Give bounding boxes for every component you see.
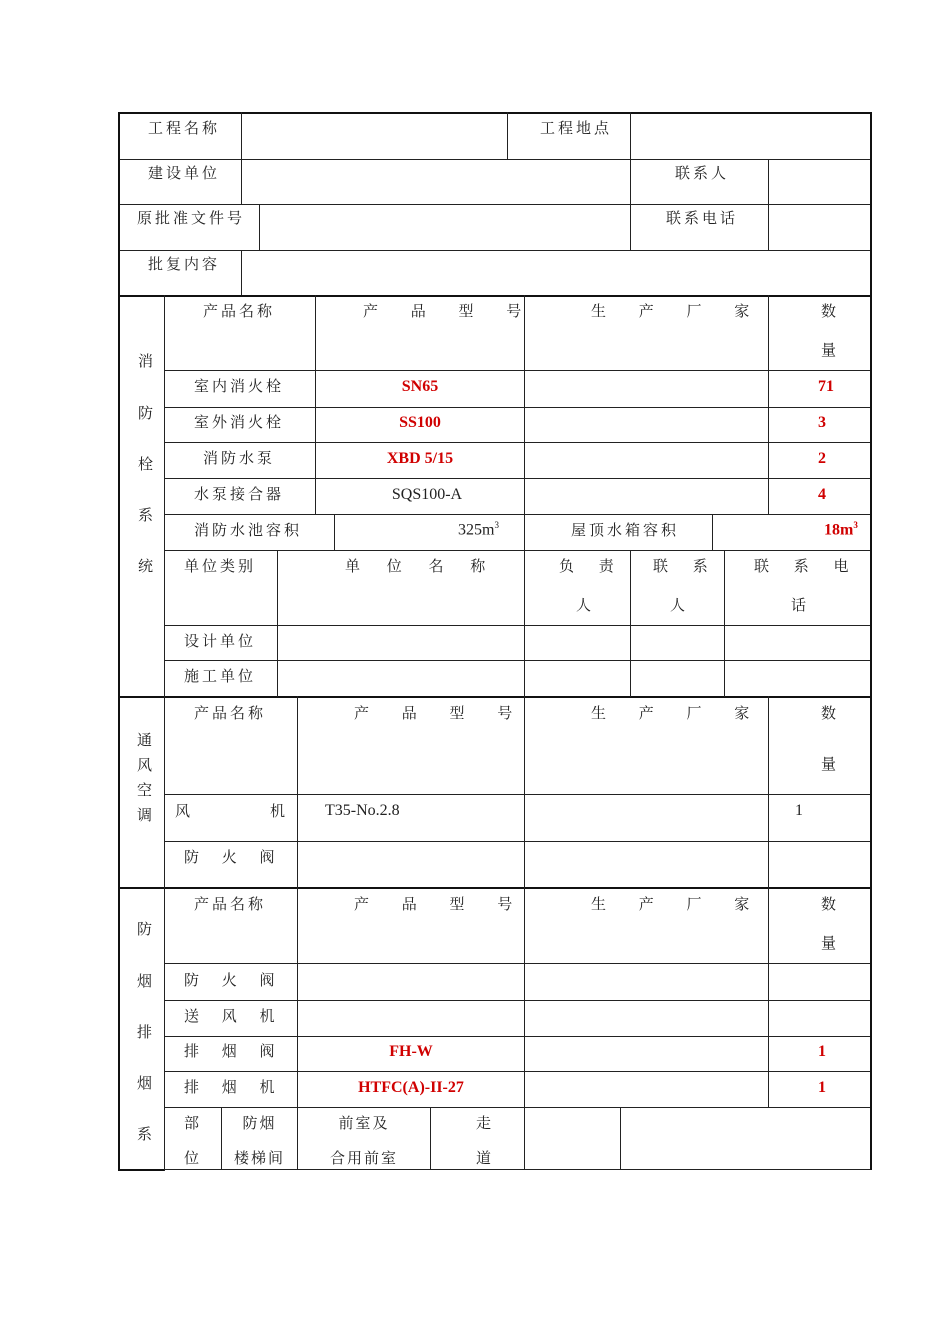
fan-qty: 1 xyxy=(795,802,803,819)
smoke-section-char: 烟 xyxy=(137,1074,153,1092)
smoke-head-qty: 量 xyxy=(821,934,837,952)
hydrant-row-model: SN65 xyxy=(401,378,439,395)
unit-name-label: 单 位 名 称 xyxy=(345,557,486,575)
smoke-row-qty: 1 xyxy=(818,1043,826,1060)
vent-head-name: 产品名称 xyxy=(194,704,267,722)
fan-model: T35-No.2.8 xyxy=(325,802,400,819)
responsible-label: 负 责 xyxy=(559,557,614,575)
hydrant-head-name: 产品名称 xyxy=(203,302,276,320)
approval-doc-label: 原批准文件号 xyxy=(137,209,246,227)
hydrant-row-qty: 3 xyxy=(818,414,826,431)
hydrant-section-char: 统 xyxy=(138,557,154,575)
unit-type-label: 单位类别 xyxy=(184,557,257,575)
contact-phone-col-label: 话 xyxy=(791,596,807,614)
construction-company-label: 施工单位 xyxy=(184,667,257,685)
approval-content-label: 批复内容 xyxy=(148,255,221,273)
pool-volume-value: $325m^3$ xyxy=(458,520,499,539)
smoke-head-maker: 生 产 厂 家 xyxy=(591,895,750,913)
smoke-section-char: 排 xyxy=(137,1023,153,1041)
part-label: 位 xyxy=(184,1149,200,1167)
contact-person-label: 联系人 xyxy=(675,164,730,182)
smoke-row-name: 送 风 机 xyxy=(184,1007,275,1025)
vent-head-qty: 数 xyxy=(821,704,837,722)
tank-volume-value: $18m^3$ xyxy=(824,520,858,539)
hydrant-row-qty: 2 xyxy=(818,450,826,467)
hydrant-row-qty: 4 xyxy=(818,486,826,503)
vent-head-model: 产 品 型 号 xyxy=(354,704,513,722)
corridor-label: 道 xyxy=(476,1149,492,1167)
hydrant-row-name: 水泵接合器 xyxy=(194,485,285,503)
project-name-label: 工程名称 xyxy=(148,119,221,137)
contact-person-field[interactable] xyxy=(769,160,870,204)
hydrant-section-char: 栓 xyxy=(138,455,154,473)
smoke-row-qty: 1 xyxy=(818,1079,826,1096)
hydrant-section-char: 消 xyxy=(138,352,154,370)
corridor-label: 走 xyxy=(476,1114,492,1132)
vent-section-char: 风 xyxy=(137,756,153,774)
contact-phone-field[interactable] xyxy=(769,205,870,250)
hydrant-row-model: SQS100-A xyxy=(391,486,463,503)
construction-unit-label: 建设单位 xyxy=(148,164,221,182)
hydrant-row-name: 消防水泵 xyxy=(203,449,276,467)
smoke-head-name: 产品名称 xyxy=(194,895,267,913)
hydrant-section-char: 系 xyxy=(138,506,154,524)
approval-doc-field[interactable] xyxy=(260,205,630,250)
fan-label: 机 xyxy=(270,802,286,820)
hydrant-row-model: SS100 xyxy=(399,414,441,431)
responsible-label: 人 xyxy=(576,596,592,614)
hydrant-head-qty: 量 xyxy=(821,341,837,359)
design-unit-label: 设计单位 xyxy=(184,632,257,650)
vent-head-qty: 量 xyxy=(821,755,837,773)
vent-section-char: 调 xyxy=(137,806,153,824)
hydrant-head-maker: 生 产 厂 家 xyxy=(591,302,750,320)
hydrant-row-name: 室内消火栓 xyxy=(194,377,285,395)
vent-damper-label: 防 火 阀 xyxy=(184,848,275,866)
construction-unit-field[interactable] xyxy=(242,160,630,204)
smoke-section-char: 防 xyxy=(137,920,153,938)
tank-volume-label: 屋顶水箱容积 xyxy=(571,521,680,539)
approval-form xyxy=(118,112,872,1171)
smoke-row-model: HTFC(A)-II-27 xyxy=(358,1079,464,1096)
front-room-label: 前室及 xyxy=(338,1114,390,1132)
contact-phone-label: 联系电话 xyxy=(666,209,739,227)
smoke-stair-label: 防烟 xyxy=(242,1114,277,1132)
hydrant-row-qty: 71 xyxy=(818,378,834,395)
hydrant-row-model: XBD 5/15 xyxy=(386,450,454,467)
vent-section-char: 通 xyxy=(137,731,153,749)
front-room-label: 合用前室 xyxy=(329,1149,398,1167)
smoke-head-qty: 数 xyxy=(821,895,837,913)
smoke-section-char: 烟 xyxy=(137,972,153,990)
fan-label: 风 xyxy=(175,802,191,820)
project-name-field[interactable] xyxy=(242,114,507,159)
smoke-head-model: 产 品 型 号 xyxy=(354,895,513,913)
hydrant-row-name: 室外消火栓 xyxy=(194,413,285,431)
vent-section-char: 空 xyxy=(137,781,153,799)
hydrant-head-qty: 数 xyxy=(821,302,837,320)
contact-label: 联 系 xyxy=(653,557,708,575)
hydrant-section-char: 防 xyxy=(138,404,154,422)
smoke-row-model: FH-W xyxy=(389,1043,433,1060)
pool-volume-label: 消防水池容积 xyxy=(194,521,303,539)
smoke-row-name: 防 火 阀 xyxy=(184,971,275,989)
smoke-stair-label: 楼梯间 xyxy=(233,1149,285,1167)
hydrant-head-model: 产 品 型 号 xyxy=(363,302,522,320)
smoke-section-char: 系 xyxy=(137,1125,153,1143)
project-location-label: 工程地点 xyxy=(540,119,613,137)
smoke-row-name: 排 烟 阀 xyxy=(184,1042,275,1060)
contact-phone-col-label: 联 系 电 xyxy=(754,557,849,575)
contact-label: 人 xyxy=(670,596,686,614)
approval-content-field[interactable] xyxy=(242,251,870,295)
vent-head-maker: 生 产 厂 家 xyxy=(591,704,750,722)
smoke-row-name: 排 烟 机 xyxy=(184,1078,275,1096)
part-label: 部 xyxy=(184,1114,200,1132)
project-location-field[interactable] xyxy=(631,114,870,159)
